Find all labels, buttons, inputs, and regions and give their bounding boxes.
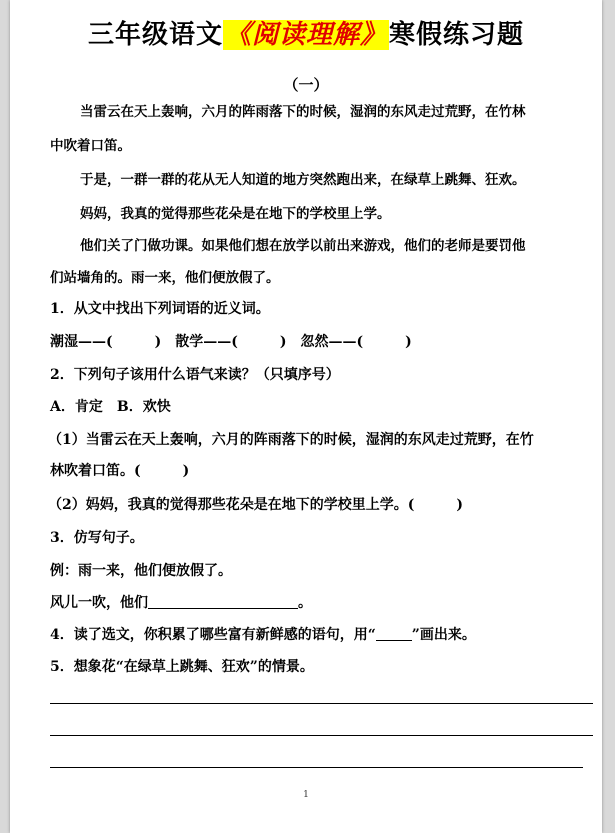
- title-prefix: 三年级语文: [87, 20, 223, 50]
- passage-p4-line2: 们站墙角的。雨一来，他们便放假了。: [50, 270, 280, 286]
- passage-p1-line1: 当雷云在天上轰响，六月的阵雨落下的时候，湿润的东风走过荒野，在竹林: [80, 104, 526, 120]
- question-3: 3．仿写句子。: [50, 530, 144, 546]
- question-3-end: 。: [298, 595, 312, 611]
- section-number: （一）: [283, 76, 329, 94]
- passage-p3: 妈妈，我真的觉得那些花朵是在地下的学校里上学。: [80, 206, 391, 222]
- passage-p2: 于是，一群一群的花从无人知道的地方突然跑出来，在绿草上跳舞、狂欢。: [80, 172, 526, 188]
- question-4-pre: 4．读了选文，你积累了哪些富有新鲜感的语句，用“: [50, 627, 376, 643]
- page-number: 1: [303, 790, 309, 800]
- answer-line-2[interactable]: [50, 735, 593, 736]
- passage-p4-line1: 他们关了门做功课。如果他们想在放学以前出来游戏，他们的老师是要罚他: [80, 238, 526, 254]
- question-4-post: ”画出来。: [411, 627, 476, 643]
- title-suffix: 寒假练习题: [389, 20, 525, 50]
- question-1: 1．从文中找出下列词语的近义词。: [50, 301, 270, 317]
- question-3-prompt: 风儿一吹，他们: [50, 595, 148, 611]
- title-highlight: 《阅读理解》: [224, 20, 387, 50]
- question-3-fill-line: [50, 592, 595, 612]
- question-2-sentence-1-line1: （1）当雷云在天上轰响，六月的阵雨落下的时候，湿润的东风走过荒野，在竹: [48, 432, 534, 448]
- answer-line-1[interactable]: [50, 703, 593, 704]
- question-3-answer-blank[interactable]: [148, 594, 298, 609]
- passage-p1-line2: 中吹着口笛。: [50, 138, 131, 154]
- question-2-sentence-1-line2: 林吹着口笛。( ): [50, 463, 190, 479]
- question-5: 5．想象花“在绿草上跳舞、狂欢”的情景。: [50, 659, 314, 675]
- question-4-underline-sample: [376, 626, 412, 641]
- question-2-sentence-2: （2）妈妈，我真的觉得那些花朵是在地下的学校里上学。( ): [48, 497, 463, 513]
- question-2-options: A．肯定 B．欢快: [50, 399, 171, 415]
- question-1-items: 潮湿——( ) 散学——( ) 忽然——( ): [50, 334, 412, 350]
- question-4: [50, 624, 595, 644]
- document-page: [10, 0, 602, 833]
- question-3-example: 例：雨一来，他们便放假了。: [50, 563, 232, 579]
- question-2: 2．下列句子该用什么语气来读？（只填序号）: [50, 367, 340, 383]
- page-title: [10, 14, 602, 51]
- answer-line-3[interactable]: [50, 767, 583, 768]
